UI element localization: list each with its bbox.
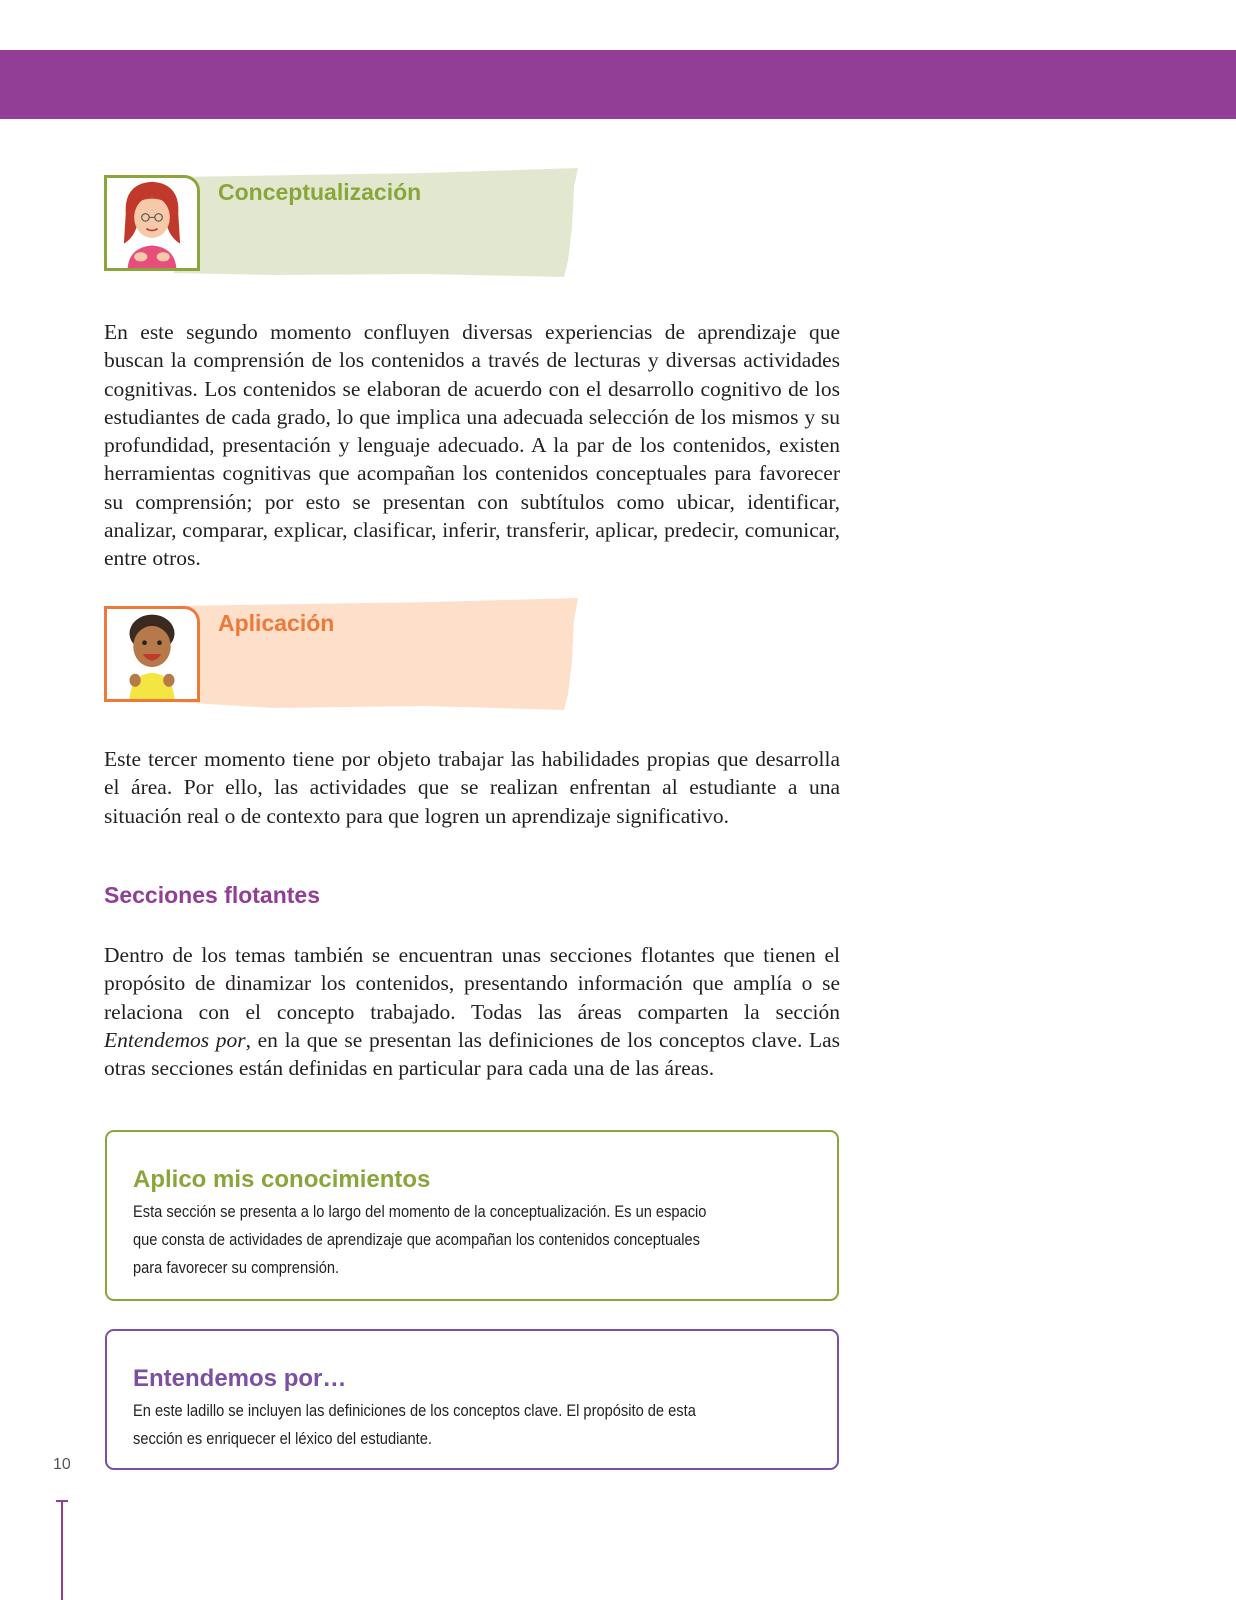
secciones-paragraph-start: Dentro de los temas también se encuentran unas secciones flotantes que tienen el propósito de dinamizar los contenidos, presentando información que amplía o se relaciona con el concepto trabajado. Todas las áreas comparten la sección bbox=[104, 943, 840, 1024]
boy-avatar-icon bbox=[104, 606, 200, 702]
header-band bbox=[0, 50, 1236, 119]
secciones-flotantes-paragraph bbox=[104, 941, 840, 1082]
aplicacion-paragraph: Este tercer momento tiene por objeto trabajar las habilidades propias que desarrolla el área. Por ello, las actividades que se realizan enfrentan al estudiante a una situación real o de contexto para que logren un aprendizaje significativo. bbox=[104, 747, 840, 828]
page-number: 10 bbox=[53, 1456, 71, 1473]
aplico-box bbox=[105, 1130, 839, 1301]
aplico-box-title: Aplico mis conocimientos bbox=[133, 1166, 431, 1193]
entendemos-box-text: En este ladillo se incluyen las definiciones de los conceptos clave. El propósito de esta sección es enriquecer el léxico del estudiante. bbox=[133, 1402, 696, 1448]
entendemos-por-emphasis: Entendemos por bbox=[104, 1027, 246, 1052]
secciones-flotantes-heading: Secciones flotantes bbox=[104, 882, 321, 908]
aplicacion-header bbox=[104, 598, 584, 710]
entendemos-box-title: Entendemos por… bbox=[133, 1365, 347, 1392]
conceptualizacion-header bbox=[104, 167, 584, 279]
girl-avatar-icon bbox=[104, 175, 200, 271]
conceptualizacion-paragraph: En este segundo momento confluyen diversas experiencias de aprendizaje que buscan la comprensión de los contenidos a través de lecturas y diversas actividades cognitivas. Los contenidos se elaboran de acuerdo con el desarrollo cognitivo de los estudiantes de cada grado, lo que implica una adecuada selección de los mismos y su profundidad, presentación y lenguaje adecuado. A la par de los contenidos, existen herramientas cognitivas que acompañan los contenidos conceptuales para favorecer su comprensión; por esto se presentan con subtítulos como ubicar, identificar, analizar, comparar, explicar, clasificar, inferir, transferir, aplicar, predecir, comunicar, entre otros. bbox=[104, 320, 840, 571]
margin-line bbox=[61, 1500, 63, 1600]
aplico-box-text: Esta sección se presenta a lo largo del momento de la conceptualización. Es un espacio que consta de actividades de aprendizaje que acompañan los contenidos conceptuales para favorecer su comprensión. bbox=[133, 1203, 707, 1277]
conceptualizacion-title: Conceptualización bbox=[218, 179, 422, 205]
aplicacion-title: Aplicación bbox=[218, 610, 335, 636]
secciones-paragraph-end: , en la que se presentan las definiciones de los conceptos clave. Las otras secciones están definidas en particular para cada una de las áreas. bbox=[104, 1027, 841, 1081]
entendemos-box bbox=[105, 1329, 839, 1470]
